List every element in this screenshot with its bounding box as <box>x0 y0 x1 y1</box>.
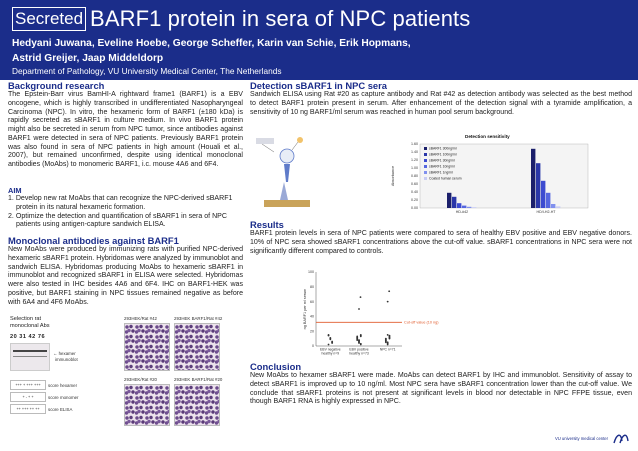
results-section <box>250 219 632 256</box>
results-text: BARF1 protein levels in sera of NPC patients were compared to sera of healthy EBV positive and EBV negative donors. 10% of NPC sera showed sBARF1 concentrations above the cut-off value. sBARF1 concentrations in NPC sera were not significantly different compared to controls. <box>250 230 632 255</box>
scatter-point <box>360 344 362 346</box>
ihc-image-3 <box>124 384 170 426</box>
scatter-chart <box>250 268 632 360</box>
sensitivity-legend-label: sBARF1 300ng/ml <box>429 146 457 151</box>
scatter-point <box>331 342 333 344</box>
background-text: The Epstein-Barr virus BamHI-A rightward frame1 (BARF1) is a EBV oncogene, which is highly transcribed in undifferentiated Nasopharyngeal Carcinoma (NPC). In vitro, the hexameric form of BARF1 (±180 kDa) is rapidly secreted as sBARF1 in culture medium. In vivo BARF1 protein might also be secreted in serum from NPC tumor, since antibodies against BARF1 were detected in sera of NPC patients. Previously BARF1 protein was also found in sera of NPC patients in high amount (Houali et al., 2007), but remained unconfirmed, despite using identical monoclonal antibodies (MoAbs) to monomeric BARF1, i.c. mouse 4A6 and 6F4. <box>8 91 243 168</box>
sensitivity-bar <box>536 163 540 208</box>
scatter-point <box>389 338 391 340</box>
sensitivity-legend-label: sBARF1 100ng/ml <box>429 152 457 157</box>
scatter-y-tick: 60 <box>310 299 314 304</box>
sensitivity-chart <box>388 136 628 216</box>
scatter-y-label: ng BARF1 per ml serum <box>303 288 307 330</box>
sensitivity-x-tick: HD/I-H2-HT <box>536 210 556 214</box>
detection-heading: Detection sBARF1 in NPC sera <box>250 80 388 91</box>
sensitivity-y-tick: 1.60 <box>411 142 418 147</box>
sensitivity-bar <box>472 207 476 208</box>
scatter-point <box>329 338 331 340</box>
conclusion-heading: Conclusion <box>250 361 302 372</box>
ihc-label-4: 293HEK BARF1/Rat #20 <box>174 377 223 382</box>
sensitivity-legend-swatch <box>424 153 427 156</box>
immunoblot-image <box>10 343 50 371</box>
sensitivity-legend-swatch <box>424 177 427 180</box>
selection-lanes: 20 31 42 76 <box>10 334 46 340</box>
sensitivity-y-tick: 1.00 <box>411 166 418 171</box>
sensitivity-y-tick: 0.60 <box>411 182 418 187</box>
ihc-label-3: 293HEK/Rat #20 <box>124 377 157 382</box>
scatter-x-tick: NPC n=71 <box>379 347 396 352</box>
scatter-point <box>385 341 387 343</box>
score-row <box>10 379 80 391</box>
title-row <box>12 5 470 31</box>
ihc-image-4 <box>174 384 220 426</box>
selection-title <box>10 316 50 330</box>
scatter-y-tick: 80 <box>310 285 314 289</box>
scatter-point <box>328 344 330 346</box>
sensitivity-y-tick: 1.20 <box>411 158 418 163</box>
scatter-x-tick-sub: healthy n=73 <box>349 351 369 356</box>
ihc-image-2 <box>174 323 220 371</box>
sensitivity-y-tick: 1.40 <box>411 150 418 155</box>
ihc-label-2: 293HEK BARF1/Rat #42 <box>174 316 223 321</box>
sensitivity-bar <box>556 206 560 208</box>
detection-section <box>250 80 632 117</box>
scatter-point <box>387 301 389 303</box>
selection-title-line-2: monoclonal Abs <box>10 323 50 329</box>
score-row <box>10 391 80 403</box>
sensitivity-bar <box>447 193 451 208</box>
scatter-point <box>356 339 358 341</box>
ihc-label-1: 293HEK/Rat #42 <box>124 316 157 321</box>
sensitivity-legend-swatch <box>424 147 427 150</box>
score-label: score ELISA <box>48 406 73 412</box>
scatter-point <box>358 308 360 310</box>
title-prefix: Secreted <box>15 9 84 28</box>
sensitivity-legend-swatch <box>424 159 427 162</box>
sensitivity-x-tick: HD-#42 <box>455 210 469 214</box>
authors-line-2: Astrid Greijer, Jaap Middeldorp <box>12 53 164 64</box>
sensitivity-legend-swatch <box>424 165 427 168</box>
sensitivity-legend-swatch <box>424 171 427 174</box>
authors-line-1: Hedyani Juwana, Eveline Hoebe, George Scheffer, Karin van Schie, Erik Hopmans, <box>12 38 411 49</box>
scatter-x-tick: EBV positive <box>349 347 369 352</box>
sensitivity-bar <box>551 204 555 208</box>
sensitivity-legend-label: sBARF1 30ng/ml <box>429 158 455 163</box>
conclusion-text: New MoAbs to hexamer sBARF1 were made. MoAbs can detect BARF1 by IHC and immunoblot. Sensitivity of assay to detect sBARF1 is improved up to 10 ng/ml. Most NPC sera have sBARF1 concentration lower than the cut-off value. We conclude that sBARF1 proteins is not present at significant levels in blood nor detectable in NPC FFPE tissue, even though BARF1 RNA is highly expressed in NPC. <box>250 372 632 406</box>
elisa-diagram <box>250 134 320 214</box>
sensitivity-legend-label: sBARF1 1ng/ml <box>429 170 453 175</box>
ihc-image-1 <box>124 323 170 371</box>
sensitivity-legend-label: sBARF1 10ng/ml <box>429 164 455 169</box>
logo-icon <box>612 431 630 445</box>
conclusion-section <box>250 361 632 407</box>
scatter-figure <box>250 268 632 360</box>
score-label: score hexamer <box>48 382 78 388</box>
background-heading: Background research <box>8 80 105 91</box>
vumc-logo <box>555 431 630 445</box>
page-title: BARF1 protein in sera of NPC patients <box>90 6 471 31</box>
scatter-x-tick-sub: healthy n=9 <box>321 351 340 356</box>
detection-text: Sandwich ELISA using Rat #20 as capture antibody and Rat #42 as detection antibody was selected as the best method to detect BARF1 protein present in serum. After enhancement of the detection signal with a tyramide amplification, a sensitivity of 10 ng BARF1/ml serum was reached in human pool serum background. <box>250 91 632 116</box>
monoclonal-section <box>8 235 243 307</box>
logo-text: VU university medical center <box>554 435 608 441</box>
scatter-point <box>388 290 390 292</box>
authors <box>12 36 572 66</box>
score-table <box>10 379 80 415</box>
sensitivity-y-tick: 0.20 <box>411 198 418 203</box>
affiliation: Department of Pathology, VU University Medical Center, The Netherlands <box>12 66 282 76</box>
sensitivity-bar <box>457 203 461 208</box>
score-cells: ++ +++ ++ ++ <box>10 404 46 414</box>
poster-header <box>0 0 638 80</box>
scatter-y-tick: 20 <box>310 329 314 334</box>
aim-item-2: 2. Optimize the detection and quantification of sBARF1 in sera of NPC patients using antigen-capture sandwich ELISA. <box>8 212 227 229</box>
aim-item-1: 1. Develop new rat MoAbs that can recognize the NPC-derived sBARF1 protein in its natural hexameric formation. <box>8 195 233 211</box>
sensitivity-bar <box>531 149 535 208</box>
sensitivity-y-tick: 0.00 <box>411 206 418 211</box>
sensitivity-bar <box>462 206 466 208</box>
scatter-point <box>387 334 389 336</box>
sensitivity-y-label: Absorbance <box>391 165 395 187</box>
scatter-point <box>328 335 330 337</box>
scatter-y-tick: 100 <box>308 270 314 275</box>
sensitivity-bar <box>452 197 456 208</box>
sensitivity-title: Detection sensitivity <box>465 134 510 139</box>
sensitivity-bar <box>541 181 545 208</box>
scatter-y-tick: 0 <box>312 344 314 349</box>
selection-figure <box>8 316 243 426</box>
monoclonal-text: New MoAbs were produced by immunizing rats with purified NPC-derived hexameric sBARF1 protein. Hybridomas were analyzed by immunoblot and sandwich ELISA. Hybridomas producing MoAbs to hexameric sBARF1 in immunoblot and recognized sBARF1 in ELISA were selected. Hybridomas were also tested in IHC besides 4A6 and 6F4. IHC on BARF1-HEK was positive, but BARF1 staining in NPC tissues remained negative as before with 6A4 and 4F6 MoAbs. <box>8 246 243 306</box>
sensitivity-legend-label: Coated human serum <box>429 176 462 181</box>
scatter-point <box>358 342 360 344</box>
sensitivity-bar <box>546 193 550 208</box>
scatter-point <box>387 344 389 346</box>
detection-figure <box>250 134 632 216</box>
selection-title-line-1: Selection rat <box>10 316 42 322</box>
aim-heading: AIM <box>8 186 22 195</box>
scatter-point <box>360 296 362 298</box>
background-section <box>8 80 243 170</box>
score-cells: +++ + +++ +++ <box>10 380 46 390</box>
title-box <box>12 7 86 31</box>
scatter-y-tick: 40 <box>310 314 314 319</box>
sensitivity-bar <box>467 207 471 208</box>
aim-list <box>8 195 243 230</box>
scatter-cutoff-label: Cut-off value (10 ng) <box>404 320 439 325</box>
score-row <box>10 403 80 415</box>
monoclonal-heading: Monoclonal antibodies against BARF1 <box>8 235 179 246</box>
scatter-point <box>360 335 362 337</box>
aim-section <box>8 186 243 230</box>
hexamer-label: ← hexamer <box>53 351 76 356</box>
sensitivity-y-tick: 0.40 <box>411 190 418 195</box>
sensitivity-y-tick: 0.80 <box>411 174 418 179</box>
score-cells: + - + + <box>10 392 46 402</box>
results-heading: Results <box>250 219 284 230</box>
immunoblot-label: immunoblot <box>55 357 78 362</box>
score-label: score monomer <box>48 394 79 400</box>
scatter-x-tick: EBV negative <box>320 347 341 352</box>
